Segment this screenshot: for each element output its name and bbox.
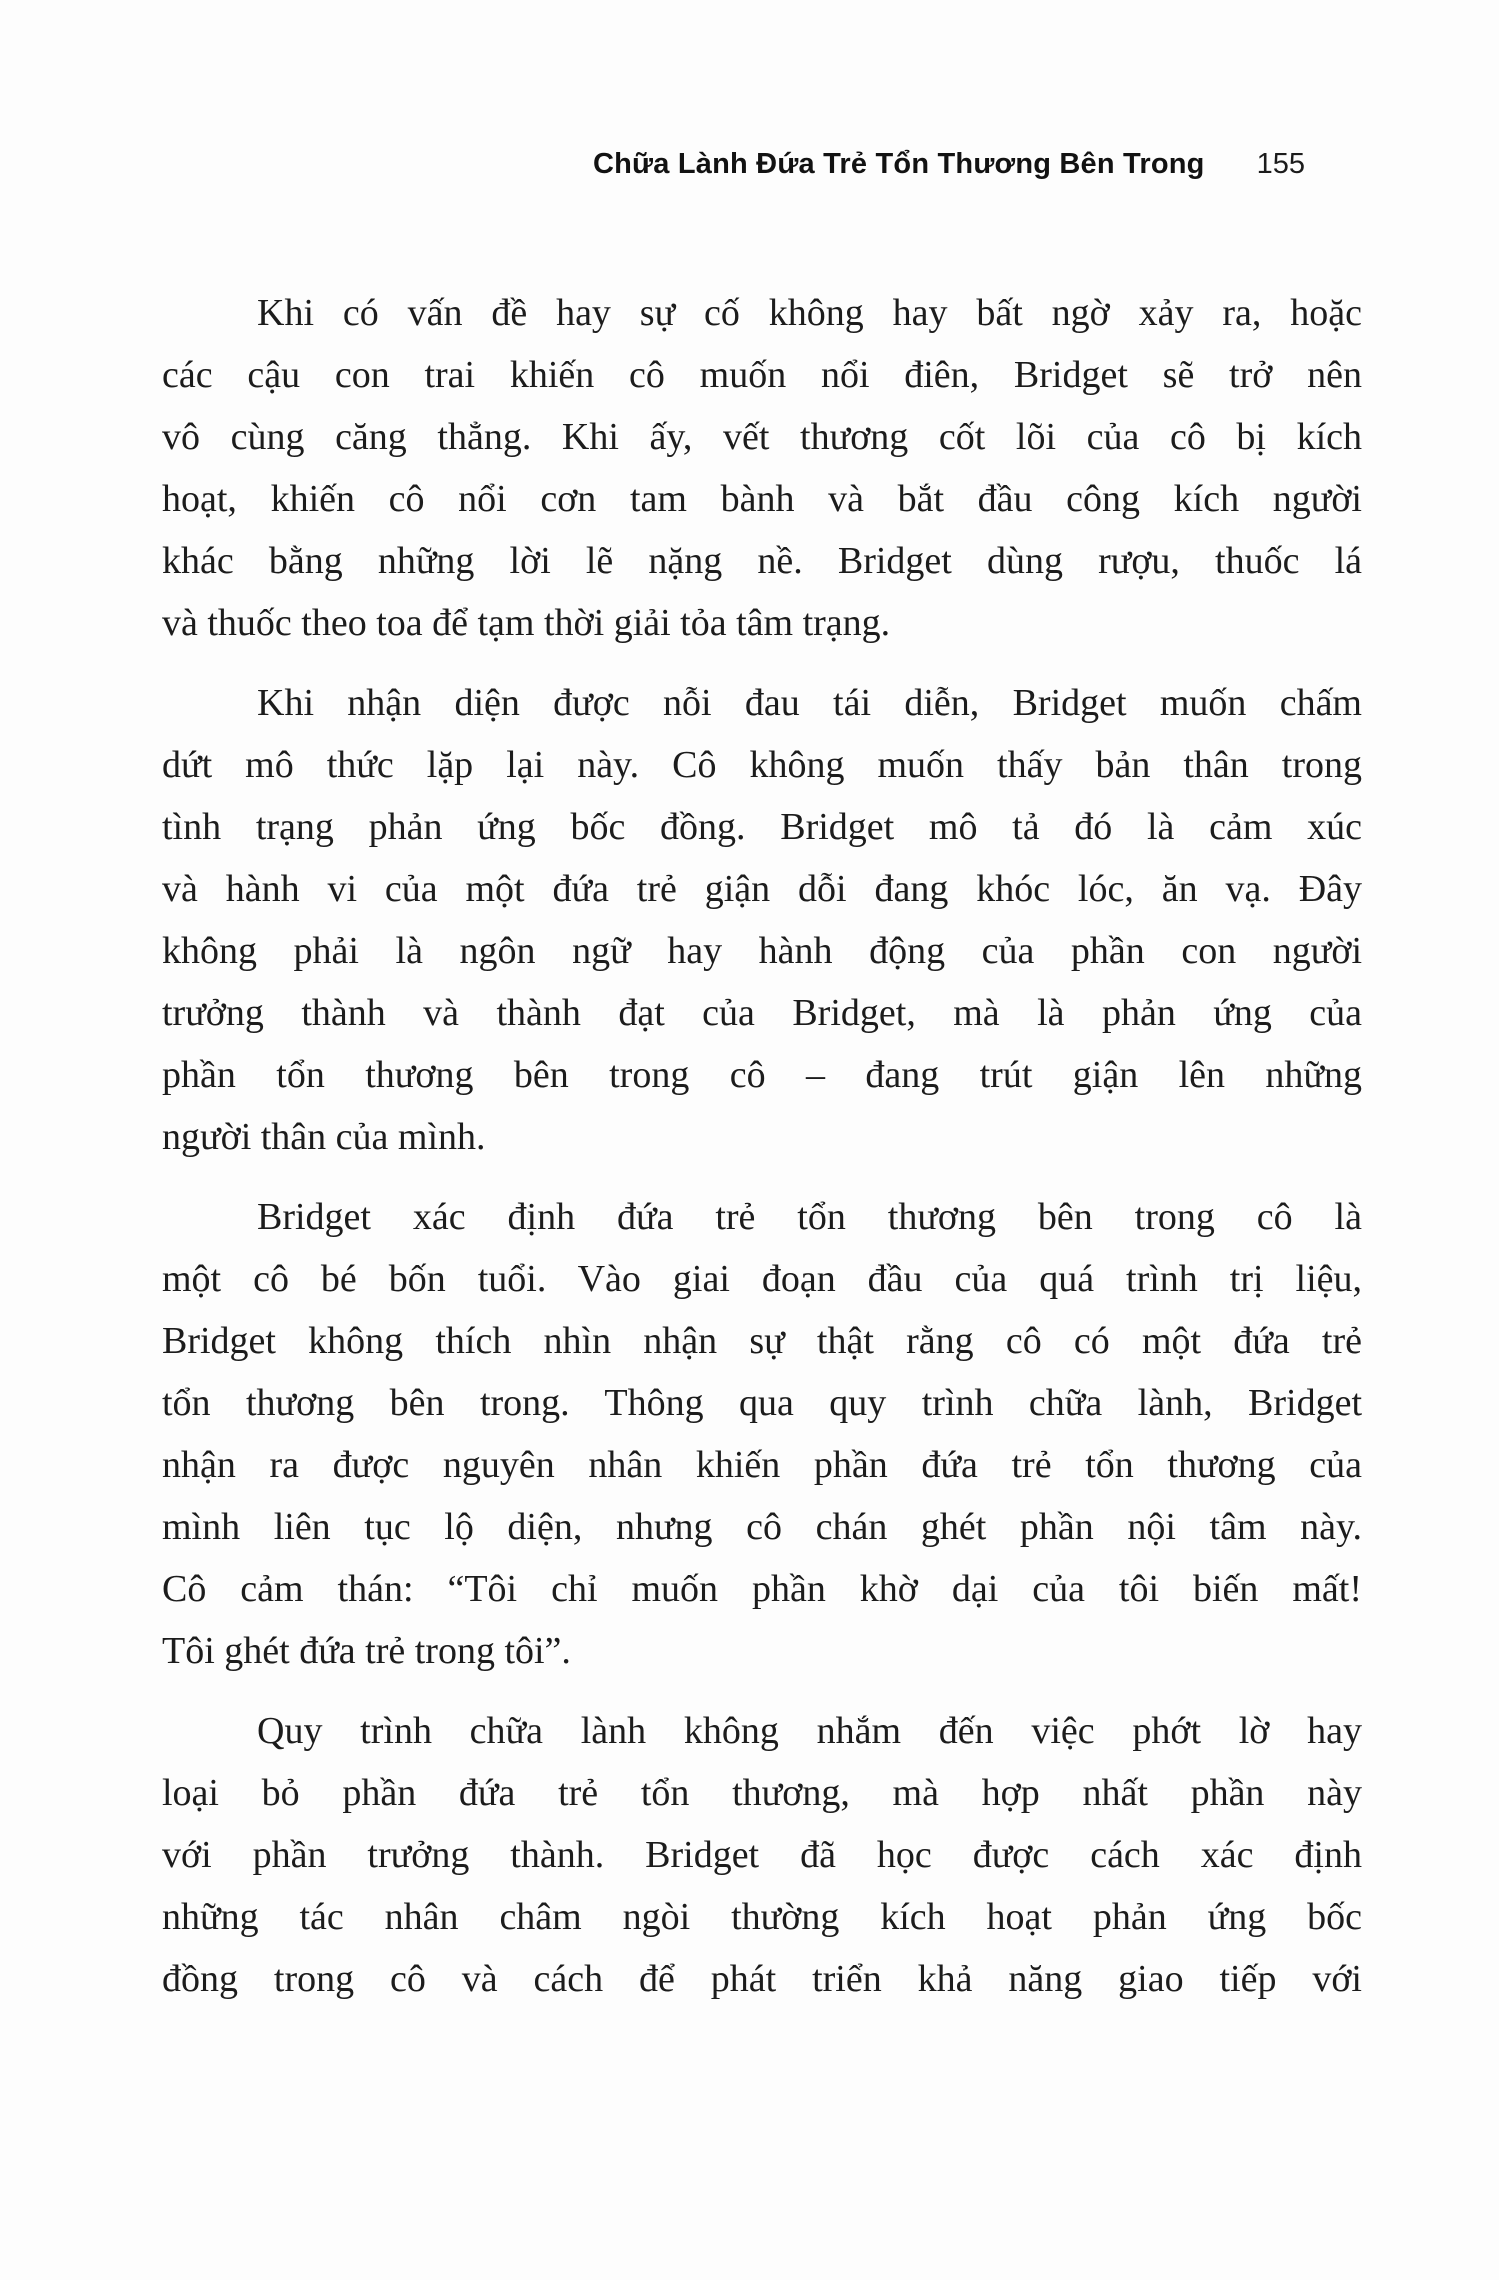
text-line: với phần trưởng thành. Bridget đã học được cách xác định (162, 1834, 1362, 1876)
text-line: Bridget không thích nhìn nhận sự thật rằng cô có một đứa trẻ (162, 1320, 1362, 1362)
text-line: và hành vi của một đứa trẻ giận dỗi đang khóc lóc, ăn vạ. Đây (162, 868, 1362, 910)
text-line: Khi nhận diện được nỗi đau tái diễn, Bridget muốn chấm (257, 682, 1362, 724)
text-line: mình liên tục lộ diện, nhưng cô chán ghét phần nội tâm này. (162, 1506, 1362, 1548)
text-line: Tôi ghét đứa trẻ trong tôi”. (162, 1630, 571, 1672)
text-line: Cô cảm thán: “Tôi chỉ muốn phần khờ dại của tôi biến mất! (162, 1568, 1362, 1610)
text-line: hoạt, khiến cô nổi cơn tam bành và bắt đầu công kích người (162, 478, 1362, 520)
text-line: dứt mô thức lặp lại này. Cô không muốn thấy bản thân trong (162, 744, 1362, 786)
text-line: nhận ra được nguyên nhân khiến phần đứa trẻ tổn thương của (162, 1444, 1362, 1486)
text-line: khác bằng những lời lẽ nặng nề. Bridget dùng rượu, thuốc lá (162, 540, 1362, 582)
paragraph (162, 282, 1362, 654)
text-line: tổn thương bên trong. Thông qua quy trình chữa lành, Bridget (162, 1382, 1362, 1424)
text-line: Bridget xác định đứa trẻ tổn thương bên trong cô là (257, 1196, 1362, 1238)
paragraph (162, 672, 1362, 1168)
text-line: vô cùng căng thẳng. Khi ấy, vết thương cốt lõi của cô bị kích (162, 416, 1362, 458)
text-line: không phải là ngôn ngữ hay hành động của phần con người (162, 930, 1362, 972)
running-header (0, 146, 1305, 182)
text-line: tình trạng phản ứng bốc đồng. Bridget mô tả đó là cảm xúc (162, 806, 1362, 848)
text-line: một cô bé bốn tuổi. Vào giai đoạn đầu của quá trình trị liệu, (162, 1258, 1362, 1300)
text-line: trưởng thành và thành đạt của Bridget, mà là phản ứng của (162, 992, 1362, 1034)
page-body (162, 282, 1362, 2010)
text-line: và thuốc theo toa để tạm thời giải tỏa tâm trạng. (162, 602, 891, 644)
text-line: những tác nhân châm ngòi thường kích hoạt phản ứng bốc (162, 1896, 1362, 1938)
paragraph (162, 1700, 1362, 2010)
text-line: đồng trong cô và cách để phát triển khả năng giao tiếp với (162, 1958, 1362, 2000)
header-title: Chữa Lành Đứa Trẻ Tổn Thương Bên Trong (593, 148, 1205, 180)
text-line: người thân của mình. (162, 1116, 486, 1158)
text-line: các cậu con trai khiến cô muốn nổi điên, Bridget sẽ trở nên (162, 354, 1362, 396)
text-line: Quy trình chữa lành không nhắm đến việc phớt lờ hay (257, 1710, 1362, 1752)
paragraph (162, 1186, 1362, 1682)
text-line: Khi có vấn đề hay sự cố không hay bất ngờ xảy ra, hoặc (257, 292, 1362, 334)
text-line: phần tổn thương bên trong cô – đang trút giận lên những (162, 1054, 1362, 1096)
page-number: 155 (1256, 148, 1305, 180)
text-line: loại bỏ phần đứa trẻ tổn thương, mà hợp nhất phần này (162, 1772, 1362, 1814)
